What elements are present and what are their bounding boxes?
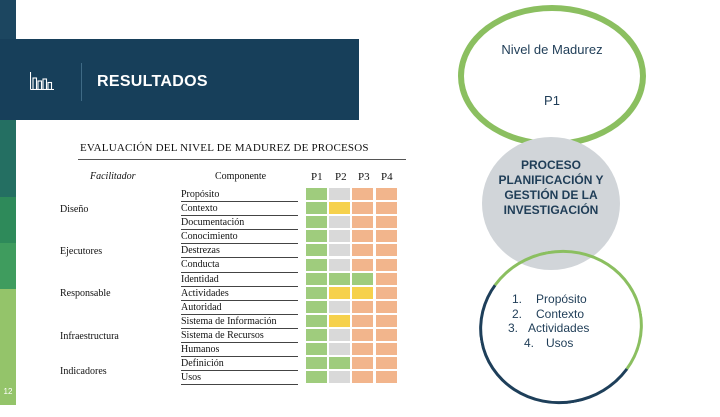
grid-cell-green xyxy=(306,273,328,286)
page-title: RESULTADOS xyxy=(97,73,208,90)
grid-cell-gray xyxy=(329,371,351,384)
grid-cell-salmon xyxy=(352,202,374,215)
grid-cell-salmon xyxy=(352,371,374,384)
grid-cell-salmon xyxy=(376,315,398,328)
grid-cell-green xyxy=(352,273,374,286)
strip-segment-1 xyxy=(0,0,16,40)
maturity-title: Nivel de Madurez xyxy=(501,42,603,57)
grid-cell-gray xyxy=(329,188,351,201)
component-row: Actividades xyxy=(181,287,298,301)
list-item-label: Contexto xyxy=(536,306,585,321)
grid-cell-green xyxy=(306,230,328,243)
grid-cell-salmon xyxy=(376,371,398,384)
grid-cell-salmon xyxy=(352,244,374,257)
list-item-number: 3. xyxy=(508,321,519,335)
grid-cell-green xyxy=(306,315,328,328)
table-rule xyxy=(78,159,406,160)
grid-cell-salmon xyxy=(376,188,398,201)
component-row: Definición xyxy=(181,357,298,371)
strip-segment-3 xyxy=(0,120,16,197)
grid-cell-gray xyxy=(329,301,351,314)
banner-divider xyxy=(81,63,82,101)
list-item-number: 1. xyxy=(512,292,523,306)
facilitator-executors: Ejecutores xyxy=(60,246,103,257)
component-row: Humanos xyxy=(181,343,298,357)
header-facilitator: Facilitador xyxy=(90,171,136,182)
grid-cell-yellow xyxy=(352,287,374,300)
component-row: Autoridad xyxy=(181,301,298,315)
grid-cell-salmon xyxy=(352,343,374,356)
strip-segment-4 xyxy=(0,197,16,243)
strip-segment-5 xyxy=(0,243,16,289)
priorities-list xyxy=(496,292,636,350)
slide-number: 12 xyxy=(3,387,13,396)
process-name: PROCESO PLANIFICACIÓN Y GESTIÓN DE LA INVESTIGACIÓN xyxy=(498,158,604,217)
header-p4: P4 xyxy=(381,171,393,183)
grid-cell-green xyxy=(306,329,328,342)
grid-cell-yellow xyxy=(329,202,351,215)
maturity-circle xyxy=(458,5,646,147)
maturity-level: P1 xyxy=(544,93,560,108)
grid-cell-salmon xyxy=(352,357,374,370)
grid-cell-salmon xyxy=(352,329,374,342)
grid-cell-green xyxy=(329,357,351,370)
grid-cell-salmon xyxy=(376,216,398,229)
grid-cell-green xyxy=(306,357,328,370)
header-p3: P3 xyxy=(358,171,370,183)
grid-cell-salmon xyxy=(376,273,398,286)
grid-cell-green xyxy=(306,371,328,384)
grid-cell-salmon xyxy=(352,259,374,272)
list-item-number: 4. xyxy=(524,335,535,350)
grid-cell-yellow xyxy=(329,315,351,328)
component-row: Usos xyxy=(181,371,298,385)
grid-cell-salmon xyxy=(376,301,398,314)
grid-cell-green xyxy=(306,343,328,356)
table-title: EVALUACIÓN DEL NIVEL DE MADUREZ DE PROCESOS xyxy=(80,142,369,154)
grid-cell-green xyxy=(306,202,328,215)
grid-cell-salmon xyxy=(376,244,398,257)
grid-cell-salmon xyxy=(376,329,398,342)
component-row: Sistema de Información xyxy=(181,315,298,329)
component-list xyxy=(181,188,298,385)
grid-cell-salmon xyxy=(376,230,398,243)
facilitator-indicators: Indicadores xyxy=(60,366,107,377)
grid-cell-green xyxy=(329,273,351,286)
list-item-label: Usos xyxy=(546,335,574,350)
facilitator-owner: Responsable xyxy=(60,288,111,299)
bar-chart-icon xyxy=(30,72,54,90)
component-row: Documentación xyxy=(181,216,298,230)
grid-cell-salmon xyxy=(352,188,374,201)
grid-cell-green xyxy=(306,188,328,201)
component-row: Contexto xyxy=(181,202,298,216)
grid-cell-salmon xyxy=(352,230,374,243)
list-item xyxy=(496,336,636,351)
component-row: Identidad xyxy=(181,273,298,287)
grid-cell-gray xyxy=(329,259,351,272)
header-p1: P1 xyxy=(311,171,323,183)
grid-cell-green xyxy=(306,301,328,314)
list-item-label: Propósito xyxy=(536,292,587,306)
component-row: Propósito xyxy=(181,188,298,202)
list-item-label: Actividades xyxy=(528,321,590,335)
grid-cell-green xyxy=(306,287,328,300)
grid-cell-gray xyxy=(329,230,351,243)
component-row: Sistema de Recursos xyxy=(181,329,298,343)
grid-cell-green xyxy=(306,216,328,229)
grid-cell-gray xyxy=(329,343,351,356)
grid-cell-green xyxy=(306,259,328,272)
grid-cell-salmon xyxy=(352,216,374,229)
grid-cell-salmon xyxy=(376,357,398,370)
grid-cell-gray xyxy=(329,216,351,229)
grid-cell-green xyxy=(306,244,328,257)
grid-cell-salmon xyxy=(376,202,398,215)
grid-cell-gray xyxy=(329,329,351,342)
grid-cell-salmon xyxy=(352,301,374,314)
facilitator-design: Diseño xyxy=(60,204,89,215)
component-row: Conducta xyxy=(181,258,298,272)
facilitator-infrastructure: Infraestructura xyxy=(60,331,119,342)
grid-cell-salmon xyxy=(376,259,398,272)
grid-cell-salmon xyxy=(352,315,374,328)
grid-cell-salmon xyxy=(376,343,398,356)
list-item xyxy=(496,307,636,322)
header-component: Componente xyxy=(215,171,267,182)
header-p2: P2 xyxy=(335,171,347,183)
component-row: Destrezas xyxy=(181,244,298,258)
list-item xyxy=(496,292,636,307)
component-row: Conocimiento xyxy=(181,230,298,244)
grid-cell-gray xyxy=(329,244,351,257)
list-item-number: 2. xyxy=(512,306,523,321)
list-item xyxy=(496,321,636,336)
grid-cell-yellow xyxy=(329,287,351,300)
grid-cell-salmon xyxy=(376,287,398,300)
